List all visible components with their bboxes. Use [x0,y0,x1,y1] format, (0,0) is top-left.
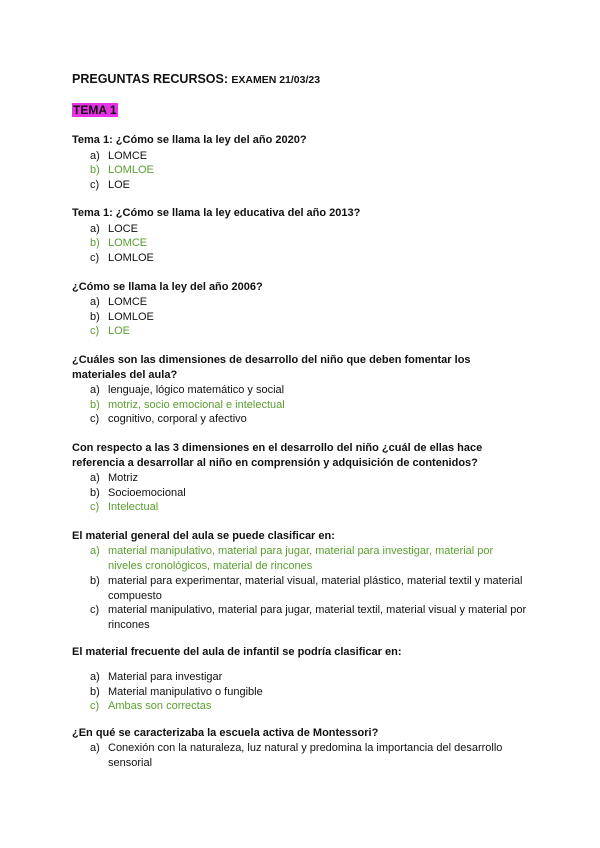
question-3-option-b: b) LOMLOE [90,311,154,323]
question-5-option-c-correct: c) Intelectual [90,501,159,513]
question-3-option-a: a) LOMCE [90,296,148,308]
question-1-option-a: a) LOMCE [90,150,148,162]
question-6: El material general del aula se puede clasificar en: [72,530,335,542]
title-exam: EXAMEN 21/03/23 [231,74,321,86]
question-2-option-b-correct: b) LOMCE [90,237,148,249]
question-7-option-c-correct: c) Ambas son correctas [90,700,212,712]
question-4-option-a: a) lenguaje, lógico matemático y social [90,384,285,396]
question-7: El material frecuente del aula de infantil se podría clasificar en: [72,646,402,658]
question-4-option-b-correct: b) motriz, socio emocional e intelectual [90,399,285,411]
question-6-option-a-correct: a) material manipulativo, material para jugar, material para investigar, material por niveles cronológicos, material de rincones [90,545,494,572]
question-4-option-c: c) cognitivo, corporal y afectivo [90,413,247,425]
question-8: ¿En qué se caracterizaba la escuela activa de Montessori? [72,727,379,739]
title-main: PREGUNTAS RECURSOS: [72,72,229,86]
question-8-option-a: a) Conexión con la naturaleza, luz natural y predomina la importancia del desarrollo sensorial [90,742,503,769]
section-heading-highlighted: TEMA 1 [73,103,117,117]
question-5-option-a: a) Motriz [90,472,138,484]
question-5: Con respecto a las 3 dimensiones en el desarrollo del niño ¿cuál de ellas hace referencia a desarrollar al niño en comprensión y adquisición de contenidos? [72,442,483,469]
question-1-option-b-correct: b) LOMLOE [90,164,154,176]
question-1-option-c: c) LOE [90,179,131,191]
question-2-option-c: c) LOMLOE [90,252,154,264]
question-3: ¿Cómo se llama la ley del año 2006? [72,281,263,293]
question-3-option-c-correct: c) LOE [90,325,131,337]
document-title [72,72,320,86]
question-7-option-a: a) Material para investigar [90,671,223,683]
question-7-option-b: b) Material manipulativo o fungible [90,686,263,698]
question-6-option-b: b) material para experimentar, material visual, material plástico, material textil y material compuesto [90,575,523,602]
question-4: ¿Cuáles son las dimensiones de desarrollo del niño que deben fomentar los materiales del aula? [72,354,471,381]
question-2-option-a: a) LOCE [90,223,138,235]
question-2: Tema 1: ¿Cómo se llama la ley educativa del año 2013? [72,207,361,219]
question-1: Tema 1: ¿Cómo se llama la ley del año 2020? [72,134,307,146]
question-6-option-c: c) material manipulativo, material para jugar, material textil, material visual y material por rincones [90,604,527,631]
question-5-option-b: b) Socioemocional [90,487,186,499]
